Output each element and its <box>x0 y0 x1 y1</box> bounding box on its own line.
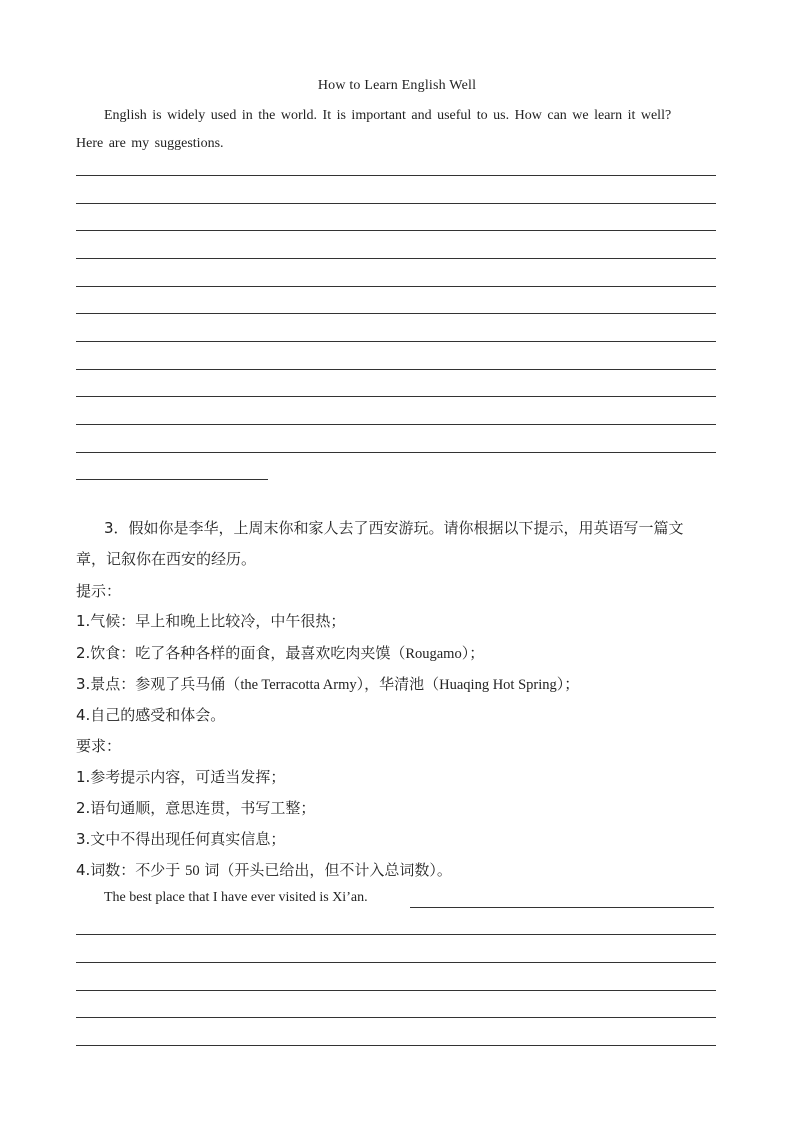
task3-prompt-line-2: 章，记叙你在西安的经历。 <box>76 550 257 568</box>
writing-line[interactable] <box>76 1045 716 1046</box>
writing-line[interactable] <box>76 286 716 287</box>
intro-line-2: Here are my suggestions. <box>76 136 224 151</box>
hint-feelings: 4.自己的感受和体会。 <box>76 706 226 724</box>
writing-line[interactable] <box>76 452 716 453</box>
writing-line[interactable] <box>76 313 716 314</box>
task3-prompt-line-1: 3．假如你是李华，上周末你和家人去了西安游玩。请你根据以下提示，用英语写一篇文 <box>104 519 684 537</box>
requirement-4-rest: 词（开头已给出，但不计入总词数）。 <box>199 861 452 879</box>
writing-line-short[interactable] <box>76 479 268 480</box>
writing-line[interactable] <box>76 962 716 963</box>
hint-sights-english-2: Huaqing Hot Spring <box>439 677 557 693</box>
writing-line[interactable] <box>76 424 716 425</box>
requirement-4-number: 50 <box>185 863 200 879</box>
writing-line[interactable] <box>76 230 716 231</box>
writing-line[interactable] <box>76 369 716 370</box>
hint-sights-english-1: the Terracotta Army <box>240 677 357 693</box>
writing-line[interactable] <box>76 341 716 342</box>
requirement-1: 1.参考提示内容，可适当发挥； <box>76 768 286 786</box>
hint-food-english: Rougamo <box>405 646 462 662</box>
requirement-4 <box>76 860 716 881</box>
essay-title: How to Learn English Well <box>317 78 477 93</box>
hint-sights <box>76 674 716 695</box>
requirements-heading: 要求： <box>76 737 122 755</box>
requirement-3: 3.文中不得出现任何真实信息； <box>76 830 286 848</box>
writing-line[interactable] <box>76 175 716 176</box>
writing-line[interactable] <box>76 258 716 259</box>
hint-food <box>76 643 716 664</box>
writing-line[interactable] <box>76 396 716 397</box>
essay-intro <box>76 102 716 158</box>
hint-sights-mid: ），华清池（ <box>356 675 440 693</box>
requirement-2: 2.语句通顺，意思连贯，书写工整； <box>76 799 316 817</box>
writing-line[interactable] <box>410 907 714 908</box>
hint-food-close: ）； <box>461 644 485 662</box>
hint-food-text: 2.饮食：吃了各种各样的面食，最喜欢吃肉夹馍（ <box>76 644 406 662</box>
writing-line[interactable] <box>76 934 716 935</box>
hints-heading: 提示： <box>76 582 122 600</box>
writing-line[interactable] <box>76 203 716 204</box>
hint-sights-close: ）； <box>556 675 580 693</box>
intro-line-1: English is widely used in the world. It is important and useful to us. How can we learn it well? <box>104 108 672 123</box>
hint-sights-text: 3.景点：参观了兵马俑（ <box>76 675 241 693</box>
hint-climate: 1.气候：早上和晚上比较冷，中午很热； <box>76 612 346 630</box>
requirement-4-text: 4.词数：不少于 <box>76 861 186 879</box>
essay-opening-sentence: The best place that I have ever visited is Xi’an. <box>104 890 368 905</box>
writing-line[interactable] <box>76 1017 716 1018</box>
writing-line[interactable] <box>76 990 716 991</box>
